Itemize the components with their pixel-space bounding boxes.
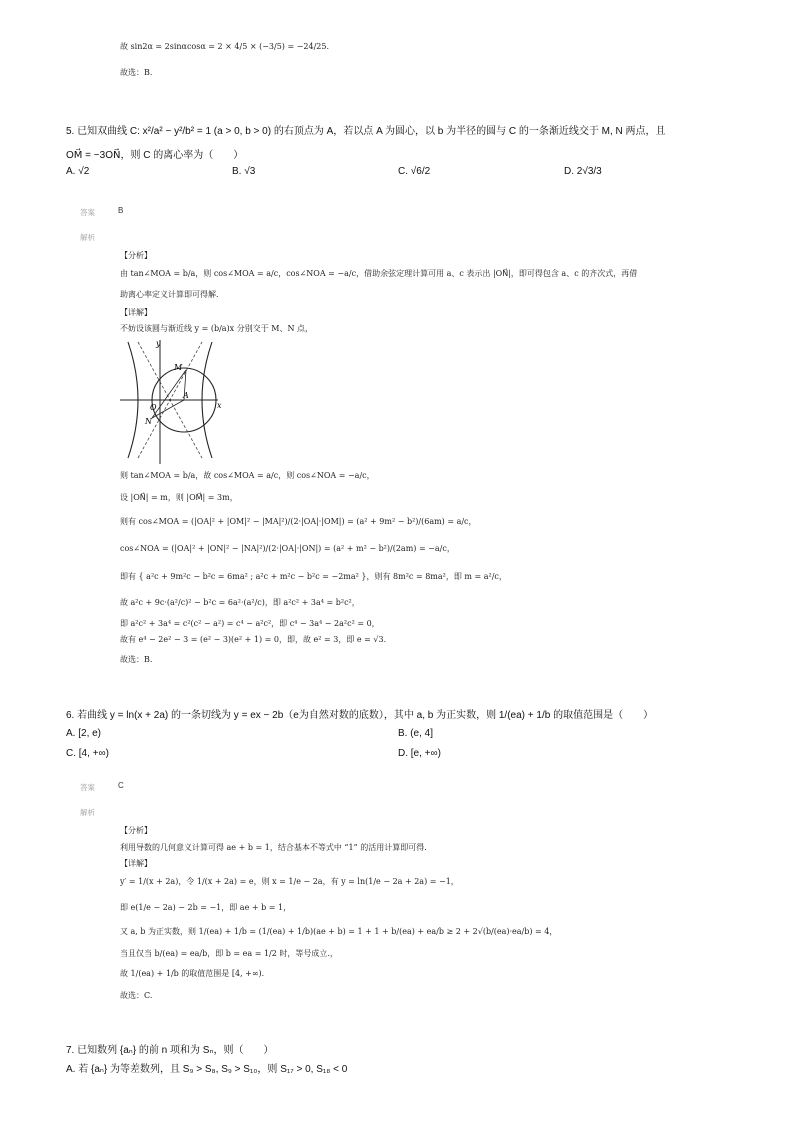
option-c: C. [4, +∞): [66, 748, 109, 759]
solution-line: 由 tan∠MOA = b/a，则 cos∠MOA = a/c，cos∠NOA = −a/c，借助余弦定理计算可用 a、c 表示出 |ON⃗|，即可得包含 a、c 的齐次式，再借: [120, 269, 638, 278]
solution-line: 故 1/(ea) + 1/b 的取值范围是 [4, +∞).: [120, 969, 265, 978]
option-a: A. [2, e): [66, 728, 102, 739]
point-label-a: A: [183, 391, 189, 400]
solution-line: 即有 { a²c + 9m²c − b²c = 6ma² ; a²c + m²c − b²c = −2ma² }，则有 8m²c = 8ma²，即 m = a²/c，: [120, 572, 507, 581]
solution-line: 【详解】: [120, 859, 152, 868]
solution-line: 故选：B.: [120, 655, 153, 664]
analysis-label: 解析: [80, 808, 95, 817]
question-5-stem: OM⃗ = −3ON⃗，则 C 的离心率为（ ）: [66, 150, 244, 161]
option-d: D. [e, +∞): [398, 748, 441, 759]
solution-line: 则有 cos∠MOA = (|OA|² + |OM|² − |MA|²)/(2·|OA|·|OM|) = (a² + 9m² − b²)/(6am) = a/c，: [120, 517, 477, 526]
answer-label: 答案: [80, 783, 95, 792]
answer-label: 答案: [80, 208, 95, 217]
option-a: A. √2: [66, 166, 90, 177]
solution-line: 故有 e⁴ − 2e² − 3 = (e² − 3)(e² + 1) = 0，即，故 e² = 3，即 e = √3.: [120, 635, 387, 644]
solution-line: 【分析】: [120, 826, 152, 835]
analysis-label: 解析: [80, 233, 95, 242]
option-b: B. (e, 4]: [398, 728, 434, 739]
solution-line: 故 sin2α = 2sinαcosα = 2 × 4/5 × (−3/5) = −24/25.: [120, 42, 329, 51]
hyperbola-figure: [120, 340, 230, 465]
option-a: A. 若 {aₙ} 为等差数列，且 S₉ > S₈, S₉ > S₁₀，则 S₁₇ > 0, S₁₈ < 0: [66, 1064, 348, 1075]
solution-line: 利用导数的几何意义计算可得 ae + b = 1，结合基本不等式中 “1” 的活用计算即可得.: [120, 843, 427, 852]
point-label-o: O: [150, 403, 157, 412]
solution-line: 即 e(1/e − 2a) − 2b = −1，即 ae + b = 1，: [120, 903, 292, 912]
question-5-stem: 5. 已知双曲线 C: x²/a² − y²/b² = 1 (a > 0, b > 0) 的右顶点为 A，若以点 A 为圆心，以 b 为半径的圆与 C 的一条渐近线交于 M, N 两点，且: [66, 126, 666, 137]
solution-line: 则 tan∠MOA = b/a，故 cos∠MOA = a/c，则 cos∠NOA = −a/c，: [120, 471, 375, 480]
solution-line: 【详解】: [120, 308, 152, 317]
option-c: C. √6/2: [398, 166, 431, 177]
solution-line: 不妨设该圆与渐近线 y = (b/a)x 分别交于 M、N 点，: [120, 324, 314, 333]
solution-line: 故选：B.: [120, 68, 153, 77]
answer-value: C: [118, 781, 124, 790]
solution-line: 即 a²c² + 3a⁴ = c²(c² − a²) = c⁴ − a²c²，即 c⁴ − 3a⁴ − 2a²c² = 0，: [120, 619, 380, 628]
option-b: B. √3: [232, 166, 256, 177]
solution-line: y′ = 1/(x + 2a)，令 1/(x + 2a) = e，则 x = 1/e − 2a，有 y = ln(1/e − 2a + 2a) = −1，: [120, 877, 459, 886]
axis-label-x: x: [217, 401, 222, 410]
option-d: D. 2√3/3: [564, 166, 602, 177]
point-label-n: N: [145, 417, 152, 426]
solution-line: 设 |ON⃗| = m，则 |OM⃗| = 3m，: [120, 493, 238, 502]
question-6-stem: 6. 若曲线 y = ln(x + 2a) 的一条切线为 y = ex − 2b（e为自然对数的底数），其中 a, b 为正实数，则 1/(ea) + 1/b 的取值范围是（ ）: [66, 710, 654, 721]
solution-line: 又 a, b 为正实数，则 1/(ea) + 1/b = (1/(ea) + 1/b)(ae + b) = 1 + 1 + b/(ea) + ea/b ≥ 2 + 2√(b/(ea)·ea/b) = 4，: [120, 927, 558, 936]
question-7-stem: 7. 已知数列 {aₙ} 的前 n 项和为 Sₙ，则（ ）: [66, 1045, 274, 1056]
solution-line: 【分析】: [120, 251, 152, 260]
solution-line: 故选：C.: [120, 991, 153, 1000]
answer-value: B: [118, 206, 124, 215]
solution-line: 故 a²c + 9c·(a²/c)² − b²c = 6a²·(a²/c)，即 a²c² + 3a⁴ = b²c²，: [120, 598, 360, 607]
solution-line: 助离心率定义计算即可得解.: [120, 290, 219, 299]
point-label-m: M: [174, 363, 183, 372]
axis-label-y: y: [156, 340, 161, 348]
solution-line: 当且仅当 b/(ea) = ea/b，即 b = ea = 1/2 时，等号成立.，: [120, 949, 338, 958]
solution-line: cos∠NOA = (|OA|² + |ON|² − |NA|²)/(2·|OA|·|ON|) = (a² + m² − b²)/(2am) = −a/c，: [120, 544, 455, 553]
